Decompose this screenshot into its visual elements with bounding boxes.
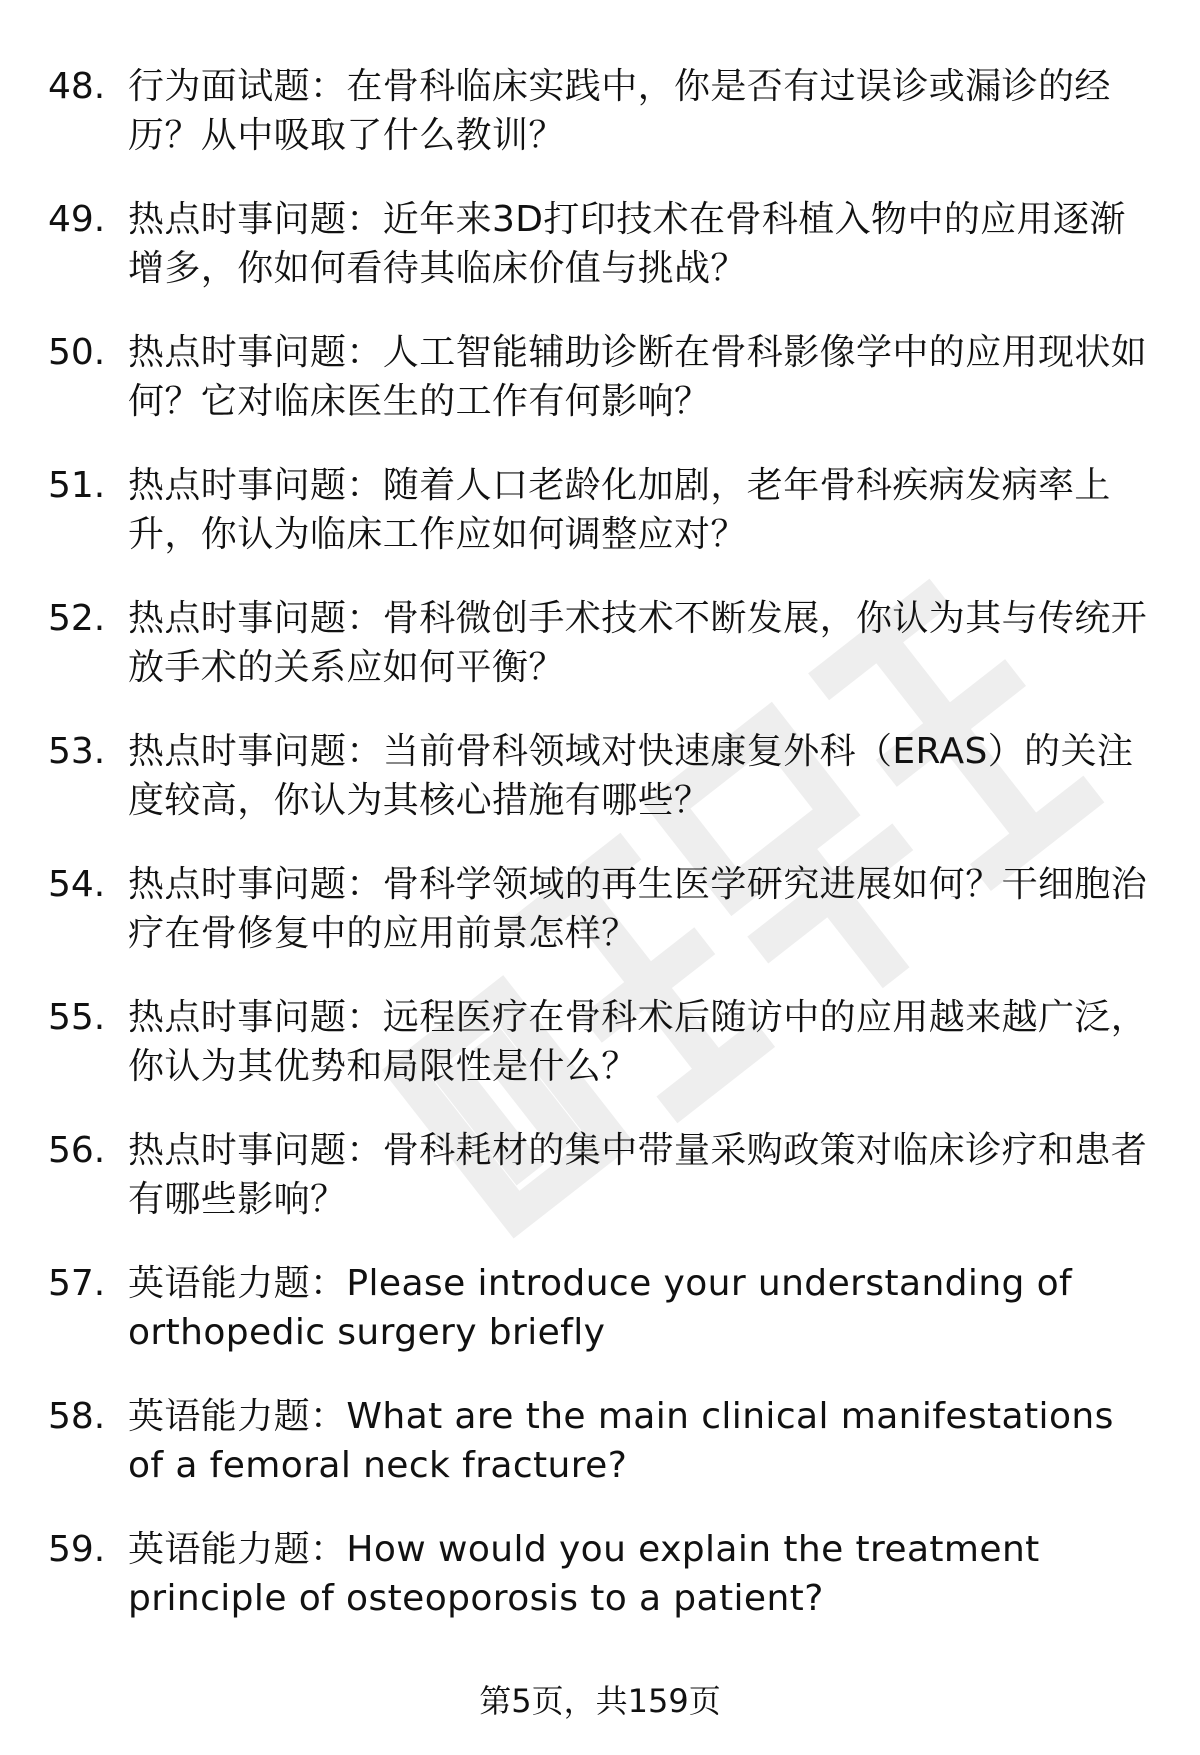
question-number: 49. bbox=[48, 199, 106, 240]
question-text: 热点时事问题：远程医疗在骨科术后随访中的应用越来越广泛，你认为其优势和局限性是什么？ bbox=[128, 997, 1148, 1087]
question-number: 52. bbox=[48, 598, 106, 639]
question-item bbox=[48, 1525, 1158, 1623]
question-item bbox=[48, 195, 1158, 293]
question-number: 57. bbox=[48, 1263, 106, 1304]
question-item bbox=[48, 860, 1158, 958]
question-number: 53. bbox=[48, 731, 106, 772]
question-text: 英语能力题：Please introduce your understanding of orthopedic surgery briefly bbox=[128, 1263, 1073, 1353]
question-number: 48. bbox=[48, 66, 106, 107]
page-footer: 第5页，共159页 bbox=[479, 1682, 721, 1720]
question-text: 热点时事问题：当前骨科领域对快速康复外科（ERAS）的关注度较高，你认为其核心措施有哪些？ bbox=[128, 731, 1134, 821]
question-text: 英语能力题：What are the main clinical manifestations of a femoral neck fracture? bbox=[128, 1396, 1114, 1486]
question-text: 热点时事问题：骨科耗材的集中带量采购政策对临床诊疗和患者有哪些影响？ bbox=[128, 1130, 1148, 1220]
question-text: 英语能力题：How would you explain the treatment principle of osteoporosis to a patient? bbox=[128, 1529, 1040, 1619]
question-text: 热点时事问题：骨科学领域的再生医学研究进展如何？干细胞治疗在骨修复中的应用前景怎样？ bbox=[128, 864, 1148, 954]
question-item bbox=[48, 328, 1158, 426]
question-text: 热点时事问题：近年来3D打印技术在骨科植入物中的应用逐渐增多，你如何看待其临床价值与挑战？ bbox=[128, 199, 1126, 289]
question-item bbox=[48, 1259, 1158, 1357]
question-item bbox=[48, 594, 1158, 692]
question-item bbox=[48, 1126, 1158, 1224]
question-text: 热点时事问题：骨科微创手术技术不断发展，你认为其与传统开放手术的关系应如何平衡？ bbox=[128, 598, 1148, 688]
question-item bbox=[48, 62, 1158, 160]
question-text: 热点时事问题：随着人口老龄化加剧，老年骨科疾病发病率上升，你认为临床工作应如何调整应对？ bbox=[128, 465, 1111, 555]
question-number: 59. bbox=[48, 1529, 106, 1570]
question-item bbox=[48, 993, 1158, 1091]
question-number: 58. bbox=[48, 1396, 106, 1437]
question-item bbox=[48, 727, 1158, 825]
question-number: 56. bbox=[48, 1130, 106, 1171]
question-text: 行为面试题：在骨科临床实践中，你是否有过误诊或漏诊的经历？从中吸取了什么教训？ bbox=[128, 66, 1111, 156]
question-list bbox=[48, 62, 1158, 1658]
question-text: 热点时事问题：人工智能辅助诊断在骨科影像学中的应用现状如何？它对临床医生的工作有何影响？ bbox=[128, 332, 1148, 422]
question-item bbox=[48, 1392, 1158, 1490]
question-number: 50. bbox=[48, 332, 106, 373]
question-item bbox=[48, 461, 1158, 559]
question-number: 55. bbox=[48, 997, 106, 1038]
question-number: 51. bbox=[48, 465, 106, 506]
question-number: 54. bbox=[48, 864, 106, 905]
